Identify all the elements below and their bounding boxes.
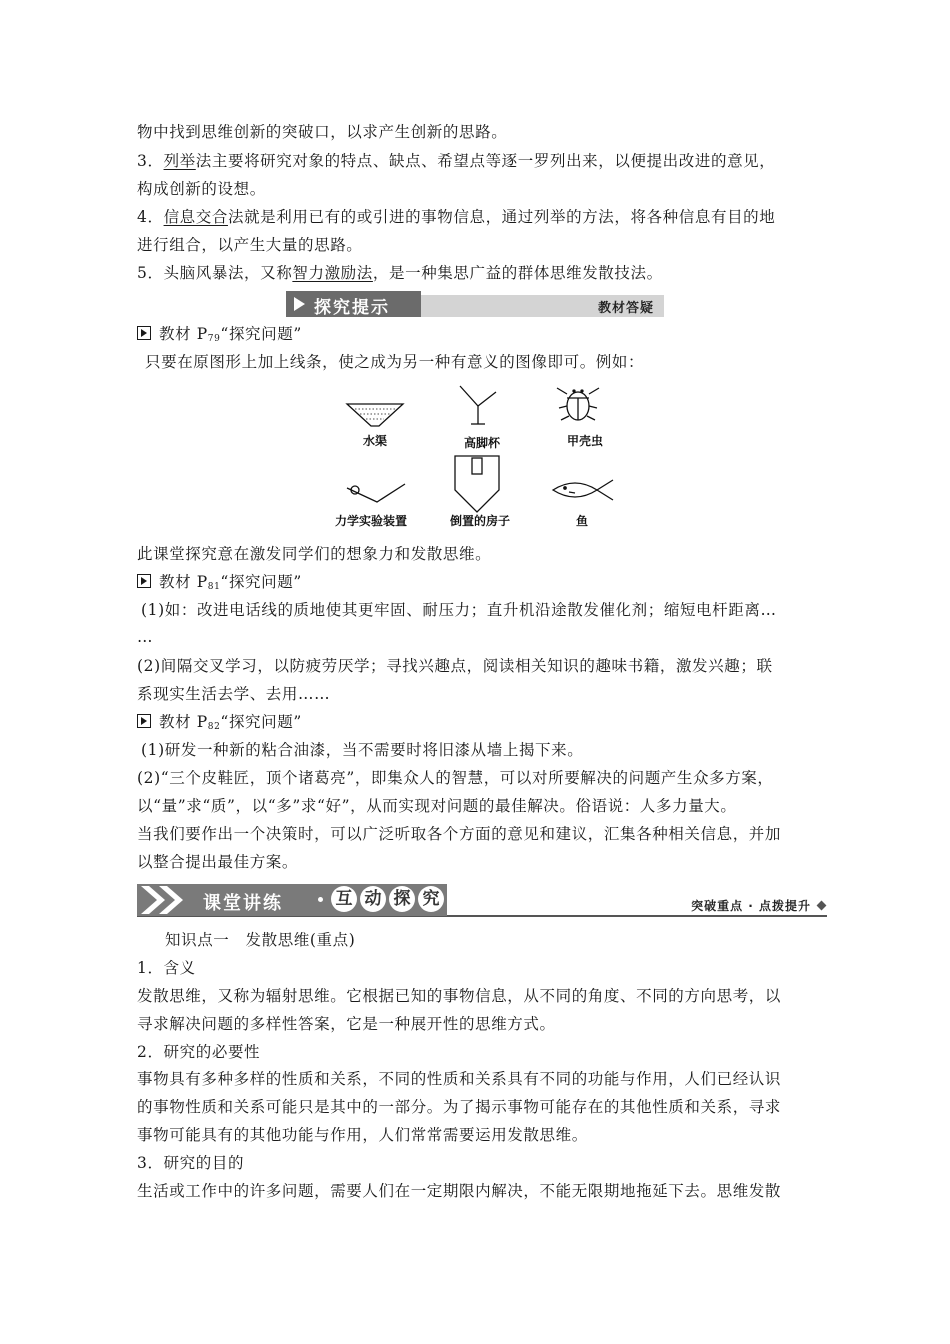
question-title: “探究问题” — [220, 325, 302, 343]
paragraph-line: 物中找到思维创新的突破口，以求产生创新的思路。 — [137, 123, 508, 141]
list-text: ，是一种集思广益的群体思维发散技法。 — [372, 264, 663, 282]
question-heading — [137, 572, 302, 597]
list-text: 法主要将研究对象的特点、缺点、希望点等逐一罗列出来，以便提出改进的意见， — [195, 152, 776, 170]
underlined-term: 信息交合 — [163, 208, 228, 226]
list-item-4 — [137, 207, 775, 227]
question-prefix: 教材 P — [159, 325, 208, 343]
paragraph-line: 构成创新的设想。 — [137, 180, 266, 198]
answer-text: (2)“三个皮鞋匠，顶个诸葛亮”，即集众人的智慧，可以对所要解决的问题产生众多方案， — [137, 769, 774, 787]
figure-label: 力学实验装置 — [335, 514, 408, 528]
list-number: 3． — [137, 152, 164, 170]
answer-text: (2)间隔交叉学习，以防疲劳厌学；寻找兴趣点，阅读相关知识的趣味书籍，激发兴趣；联 — [137, 657, 773, 675]
question-heading — [137, 324, 302, 349]
banner-title: 课堂讲练 — [203, 893, 283, 914]
answer-text: 以“量”求“质”，以“多”求“好”，从而实现对问题的最佳解决。俗语说：人多力量大。 — [137, 797, 737, 815]
badge-char: 互 — [331, 886, 357, 912]
separator-dot — [318, 897, 323, 902]
question-title: “探究问题” — [220, 713, 302, 731]
subheading: 1．含义 — [137, 959, 196, 977]
question-title: “探究问题” — [220, 573, 302, 591]
paragraph-line: 发散思维，又称为辐射思维。它根据已知的事物信息，从不同的角度、不同的方向思考，以 — [137, 987, 782, 1005]
badge-char: 动 — [360, 886, 386, 912]
subheading: 2．研究的必要性 — [137, 1043, 261, 1061]
figure-label: 倒置的房子 — [450, 514, 511, 528]
subheading: 3．研究的目的 — [137, 1154, 245, 1172]
banner-subtitle: 教材答疑 — [597, 301, 654, 316]
answer-text: 当我们要作出一个决策时，可以广泛听取各个方面的意见和建议，汇集各种相关信息，并加 — [137, 825, 782, 843]
play-arrow-icon — [294, 297, 305, 311]
channel-drawing — [347, 404, 403, 426]
list-text: 5．头脑风暴法，又称 — [137, 264, 293, 282]
play-box-icon — [137, 326, 151, 340]
list-number: 4． — [137, 208, 164, 226]
underlined-term: 智力激励法 — [292, 264, 373, 282]
answer-text: 以整合提出最佳方案。 — [137, 853, 299, 871]
list-text: 法就是利用已有的或引进的事物信息，通过列举的方法，将各种信息有目的地 — [227, 208, 776, 226]
question-prefix: 教材 P — [159, 573, 208, 591]
figure-drawings — [335, 380, 625, 530]
answer-text: … — [137, 628, 154, 646]
section-heading: 知识点一 发散思维(重点) — [165, 931, 356, 949]
question-prefix: 教材 P — [159, 713, 208, 731]
paragraph-line: 寻求解决问题的多样性答案，它是一种展开性的思维方式。 — [137, 1015, 556, 1033]
banner-subtitle: 突破重点 · 点拨提升 — [691, 899, 811, 913]
badge-char: 究 — [418, 886, 444, 912]
answer-text: 系现实生活去学、去用…… — [137, 685, 331, 703]
banner-title: 探究提示 — [314, 298, 390, 318]
section-banner-inquiry — [286, 291, 664, 317]
figure-label: 鱼 — [576, 514, 589, 528]
paragraph-line: 事物具有多种多样的性质和关系，不同的性质和关系具有不同的功能与作用，人们已经认识 — [137, 1070, 782, 1088]
house-drawing — [455, 456, 499, 512]
list-item-3 — [137, 151, 775, 171]
figure-label: 甲壳虫 — [567, 434, 604, 448]
paragraph-line: 此课堂探究意在激发同学们的想象力和发散思维。 — [137, 545, 492, 563]
question-heading — [137, 712, 302, 737]
answer-text: 只要在原图形上加上线条，使之成为另一种有意义的图像即可。例如： — [145, 353, 645, 371]
fish-drawing — [553, 483, 597, 497]
page-number: 79 — [207, 334, 221, 344]
page-number: 82 — [207, 722, 221, 732]
goblet-drawing — [460, 386, 496, 406]
paragraph-line: 生活或工作中的许多问题，需要人们在一定期限内解决，不能无限期地拖延下去。思维发散 — [137, 1182, 782, 1200]
badge-char: 探 — [389, 886, 415, 912]
figure-label: 水渠 — [363, 434, 388, 448]
chevron-right-icon — [137, 884, 197, 916]
figure-label: 高脚杯 — [464, 436, 501, 450]
list-item-5 — [137, 263, 663, 283]
paragraph-line: 的事物性质和关系可能只是其中的一部分。为了揭示事物可能存在的其他性质和关系，寻求 — [137, 1098, 782, 1116]
page-number: 81 — [207, 582, 221, 592]
answer-text: (1)如：改进电话线的质地使其更牢固、耐压力；直升机沿途散发催化剂；缩短电杆距离… — [141, 601, 777, 619]
answer-text: (1)研发一种新的粘合油漆，当不需要时将旧漆从墙上揭下来。 — [141, 741, 584, 759]
figure-examples — [335, 380, 625, 530]
underlined-term: 列举 — [163, 152, 196, 170]
paragraph-line: 进行组合，以产生大量的思路。 — [137, 236, 363, 254]
diamond-icon — [817, 901, 827, 911]
section-banner-classroom — [137, 880, 827, 920]
play-box-icon — [137, 574, 151, 588]
banner-badge — [327, 886, 448, 912]
paragraph-line: 事物可能具有的其他功能与作用，人们常常需要运用发散思维。 — [137, 1126, 588, 1144]
play-box-icon — [137, 714, 151, 728]
